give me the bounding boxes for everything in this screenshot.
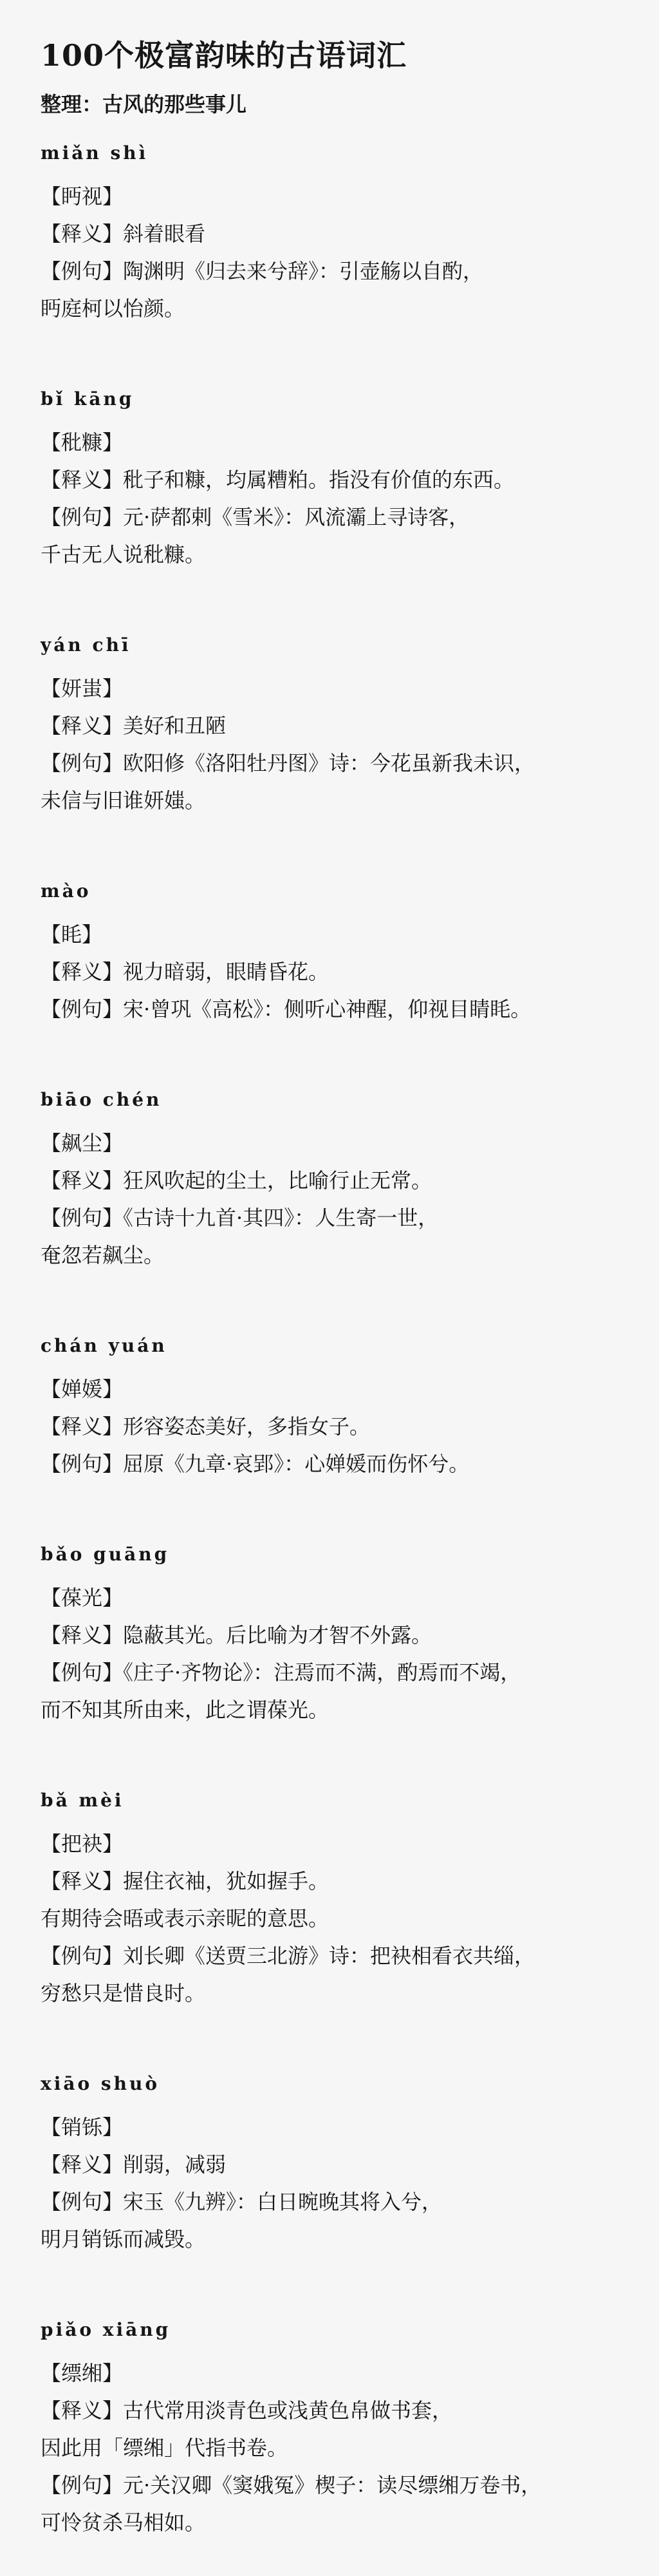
example-label: 例句 (61, 2190, 103, 2214)
entry-example-continuation: 未信与旧谁妍媸。 (41, 788, 206, 813)
entry-definition-line: 【释义】握住衣袖，犹如握手。 (41, 1869, 330, 1893)
definition-label: 释义 (61, 1869, 103, 1893)
example-label: 例句 (61, 1660, 103, 1685)
entry-definition-line: 【释义】视力暗弱，眼睛昏花。 (41, 960, 330, 984)
entry-yán-chī (41, 632, 659, 819)
definition-text: 美好和丑陋 (123, 714, 227, 738)
entry-term: 把袂 (61, 1832, 103, 1856)
definition-label: 释义 (61, 1414, 103, 1439)
definition-text: 古代常用淡青色或浅黄色帛做书套， (123, 2398, 453, 2423)
entry-term-line: 【销铄】 (41, 2115, 124, 2139)
entry-pinyin: biāo chén (41, 1089, 162, 1110)
entry-term-line: 【缥缃】 (41, 2361, 124, 2385)
entry-example-continuation: 千古无人说秕糠。 (41, 542, 206, 567)
example-label: 例句 (61, 751, 103, 775)
entry-term-line: 【飙尘】 (41, 1131, 124, 1155)
entry-xiāo-shuò (41, 2071, 659, 2258)
entry-definition-line: 【释义】狂风吹起的尘土，比喻行止无常。 (41, 1168, 432, 1193)
definition-label: 释义 (61, 714, 103, 738)
entry-example-line: 【例句】宋·曾巩《高松》：侧听心神醒，仰视目睛眊。 (41, 997, 532, 1021)
example-label: 例句 (61, 1944, 103, 1968)
entry-definition-line: 【释义】古代常用淡青色或浅黄色帛做书套， (41, 2398, 453, 2423)
example-label: 例句 (61, 997, 103, 1021)
entry-example-continuation: 眄庭柯以怡颜。 (41, 296, 185, 321)
entry-term: 缥缃 (61, 2361, 103, 2385)
example-text: 《古诗十九首·其四》：人生寄一世， (123, 1206, 439, 1230)
definition-label: 释义 (61, 468, 103, 492)
entry-term-line: 【婵媛】 (41, 1377, 124, 1401)
example-text: 陶渊明《归去来兮辞》：引壶觞以自酌， (123, 259, 484, 283)
example-text: 刘长卿《送贾三北游》诗：把袂相看衣共缁， (123, 1944, 535, 1968)
definition-label: 释义 (61, 222, 103, 246)
example-label: 例句 (61, 259, 103, 283)
entry-term-line: 【眊】 (41, 922, 103, 947)
entry-example-line: 【例句】屈原《九章·哀郢》：心婵媛而伤怀兮。 (41, 1452, 470, 1476)
page-subtitle: 整理：古风的那些事儿 (41, 92, 247, 117)
entry-term-line: 【眄视】 (41, 184, 124, 209)
example-label: 例句 (61, 505, 103, 529)
definition-label: 释义 (61, 1623, 103, 1647)
entry-example-line: 【例句】欧阳修《洛阳牡丹图》诗：今花虽新我未识， (41, 751, 535, 775)
entry-definition-line: 【释义】削弱，减弱 (41, 2152, 227, 2177)
example-text: 元·萨都剌《雪米》：风流灞上寻诗客， (123, 505, 470, 529)
entry-definition-line: 【释义】隐蔽其光。后比喻为才智不外露。 (41, 1623, 432, 1647)
entry-bǐ-kāng (41, 386, 659, 573)
entry-example-line: 【例句】元·关汉卿《窦娥冤》楔子：读尽缥缃万卷书， (41, 2473, 542, 2497)
definition-text: 视力暗弱，眼睛昏花。 (123, 960, 330, 984)
entry-example-line: 【例句】元·萨都剌《雪米》：风流灞上寻诗客， (41, 505, 470, 529)
entry-pinyin: bǐ kāng (41, 388, 135, 410)
entry-pinyin: chán yuán (41, 1335, 167, 1356)
entry-example-line: 【例句】刘长卿《送贾三北游》诗：把袂相看衣共缁， (41, 1944, 535, 1968)
entry-pinyin: miǎn shì (41, 142, 149, 164)
definition-text: 斜着眼看 (123, 222, 206, 246)
example-text: 宋·曾巩《高松》：侧听心神醒，仰视目睛眊。 (123, 997, 532, 1021)
example-text: 欧阳修《洛阳牡丹图》诗：今花虽新我未识， (123, 751, 535, 775)
entry-example-line: 【例句】《古诗十九首·其四》：人生寄一世， (41, 1206, 439, 1230)
entry-pinyin: bǎo guāng (41, 1544, 170, 1565)
entry-example-continuation: 而不知其所由来，此之谓葆光。 (41, 1698, 330, 1722)
entry-bǎo-guāng (41, 1542, 659, 1728)
definition-text: 削弱，减弱 (123, 2152, 227, 2177)
entry-term: 葆光 (61, 1586, 103, 1610)
entry-list (41, 140, 659, 2541)
entry-term: 婵媛 (61, 1377, 103, 1401)
definition-text: 狂风吹起的尘土，比喻行止无常。 (123, 1168, 432, 1193)
entry-term: 飙尘 (61, 1131, 103, 1155)
definition-label: 释义 (61, 2152, 103, 2177)
definition-text: 隐蔽其光。后比喻为才智不外露。 (123, 1623, 432, 1647)
entry-term-line: 【秕糠】 (41, 430, 124, 455)
entry-example-line: 【例句】陶渊明《归去来兮辞》：引壶觞以自酌， (41, 259, 484, 283)
entry-example-continuation: 穷愁只是惜良时。 (41, 1981, 206, 2005)
example-text: 屈原《九章·哀郢》：心婵媛而伤怀兮。 (123, 1452, 470, 1476)
entry-example-line: 【例句】《庄子·齐物论》：注焉而不满，酌焉而不竭， (41, 1660, 521, 1685)
entry-bǎ-mèi (41, 1788, 659, 2012)
example-text: 元·关汉卿《窦娥冤》楔子：读尽缥缃万卷书， (123, 2473, 542, 2497)
entry-miǎn-shì (41, 140, 659, 327)
entry-example-continuation: 奄忽若飙尘。 (41, 1243, 165, 1267)
page-title: 100个极富韵味的古语词汇 (41, 38, 407, 73)
entry-pinyin: yán chī (41, 634, 131, 656)
example-label: 例句 (61, 1206, 103, 1230)
entry-pinyin: piǎo xiāng (41, 2319, 171, 2340)
example-text: 《庄子·齐物论》：注焉而不满，酌焉而不竭， (123, 1660, 521, 1685)
entry-term: 眊 (61, 922, 82, 947)
example-text: 宋玉《九辨》：白日晼晚其将入兮， (123, 2190, 443, 2214)
example-label: 例句 (61, 1452, 103, 1476)
entry-example-continuation: 可怜贫杀马相如。 (41, 2510, 206, 2535)
entry-term-line: 【葆光】 (41, 1586, 124, 1610)
entry-term-line: 【把袂】 (41, 1832, 124, 1856)
definition-text: 握住衣袖，犹如握手。 (123, 1869, 330, 1893)
entry-term: 秕糠 (61, 430, 103, 455)
entry-mào (41, 878, 659, 1028)
entry-definition-line: 【释义】秕子和糠，均属糟粕。指没有价值的东西。 (41, 468, 515, 492)
entry-term: 妍蚩 (61, 676, 103, 701)
entry-pinyin: bǎ mèi (41, 1790, 124, 1811)
entry-term: 眄视 (61, 184, 103, 209)
entry-term: 销铄 (61, 2115, 103, 2139)
entry-definition-line: 【释义】美好和丑陋 (41, 714, 227, 738)
entry-chán-yuán (41, 1333, 659, 1482)
entry-definition-line: 【释义】形容姿态美好，多指女子。 (41, 1414, 371, 1439)
definition-text: 秕子和糠，均属糟粕。指没有价值的东西。 (123, 468, 515, 492)
definition-text: 形容姿态美好，多指女子。 (123, 1414, 371, 1439)
entry-pinyin: mào (41, 880, 91, 902)
entry-term-line: 【妍蚩】 (41, 676, 124, 701)
definition-label: 释义 (61, 960, 103, 984)
example-label: 例句 (61, 2473, 103, 2497)
definition-label: 释义 (61, 1168, 103, 1193)
entry-definition-continuation: 因此用「缥缃」代指书卷。 (41, 2436, 288, 2460)
entry-definition-continuation: 有期待会晤或表示亲昵的意思。 (41, 1906, 330, 1931)
entry-definition-line: 【释义】斜着眼看 (41, 222, 206, 246)
entry-biāo-chén (41, 1087, 659, 1274)
entry-example-continuation: 明月销铄而减毁。 (41, 2227, 206, 2251)
entry-example-line: 【例句】宋玉《九辨》：白日晼晚其将入兮， (41, 2190, 443, 2214)
definition-label: 释义 (61, 2398, 103, 2423)
entry-piǎo-xiāng (41, 2317, 659, 2541)
entry-pinyin: xiāo shuò (41, 2073, 160, 2094)
